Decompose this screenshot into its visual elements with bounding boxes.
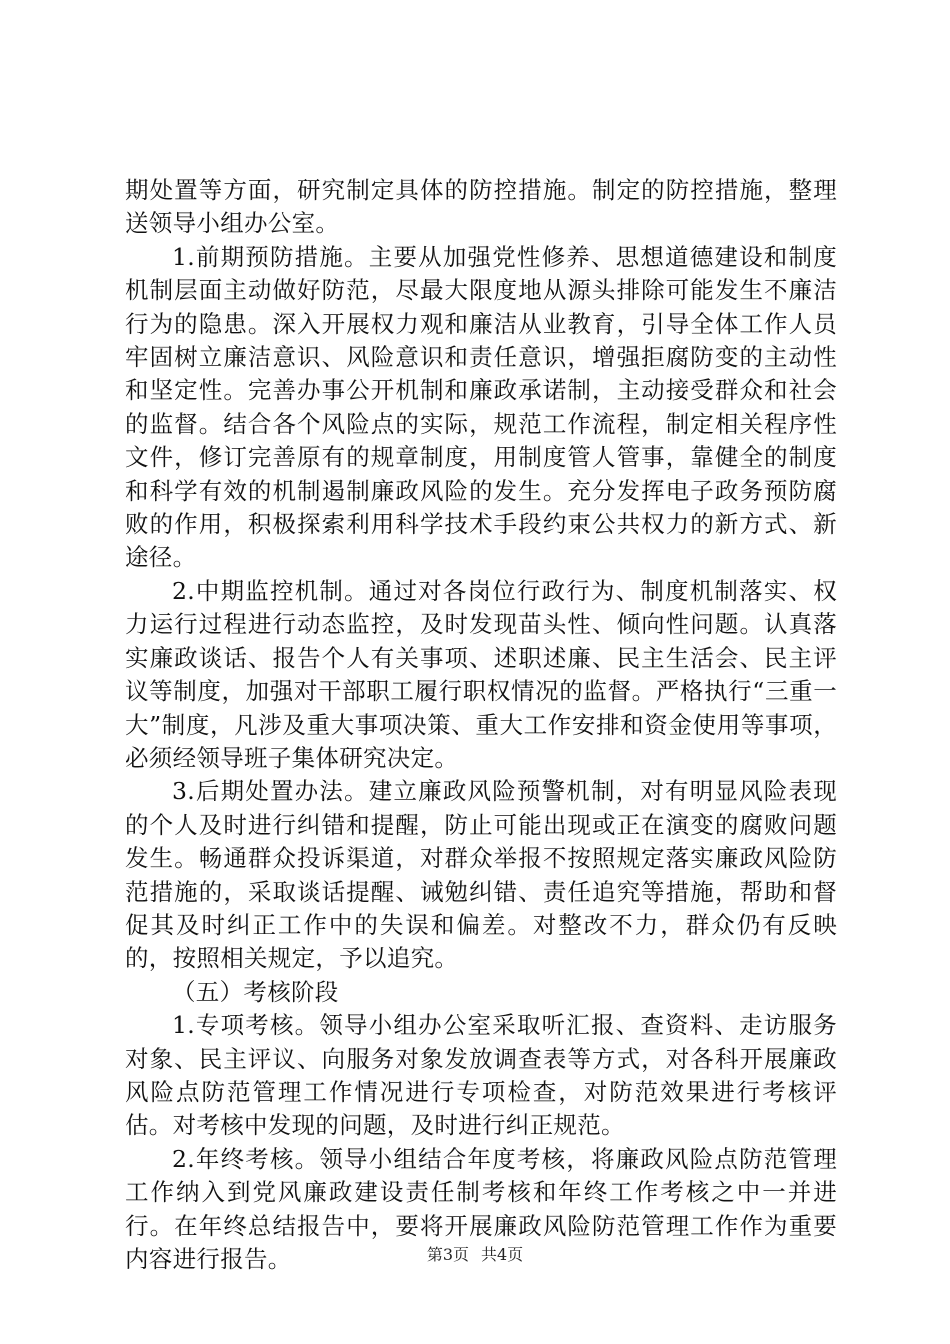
page-number: 第3页 xyxy=(426,1245,469,1264)
paragraph-early-prevention: 1.前期预防措施。主要从加强党性修养、思想道德建设和制度机制层面主动做好防范，尽最大限度地从源头排除可能发生不廉洁行为的隐患。深入开展权力观和廉洁从业教育，引导全体工作人员牢固树立廉洁意识、风险意识和责任意识，增强拒腐防变的主动性和坚定性。完善办事公开机制和廉政承诺制，主动接受群众和社会的监督。结合各个风险点的实际，规范工作流程，制定相关程序性文件，修订完善原有的规章制度，用制度管人管事，靠健全的制度和科学有效的机制遏制廉政风险的发生。充分发挥电子政务预防腐败的作用，积极探索利用科学技术手段约束公共权力的新方式、新途径。 xyxy=(125,242,837,572)
paragraph-mid-monitoring: 2.中期监控机制。通过对各岗位行政行为、制度机制落实、权力运行过程进行动态监控，及时发现苗头性、倾向性问题。认真落实廉政谈话、报告个人有关事项、述职述廉、民主生活会、民主评议等制度，加强对干部职工履行职权情况的监督。严格执行“三重一大”制度，凡涉及重大事项决策、重大工作安排和资金使用等事项，必须经领导班子集体研究决定。 xyxy=(125,576,837,772)
paragraph-continuation: 期处置等方面，研究制定具体的防控措施。制定的防控措施，整理送领导小组办公室。 xyxy=(125,176,837,238)
paragraph-annual-assessment: 2.年终考核。领导小组结合年度考核，将廉政风险点防范管理工作纳入到党风廉政建设责任制考核和年终工作考核之中一并进行。在年终总结报告中，要将开展廉政风险防范管理工作作为重要内容进行报告。 xyxy=(125,1144,837,1273)
section-heading-assessment: （五）考核阶段 xyxy=(172,977,339,1006)
page-footer xyxy=(0,1245,950,1265)
paragraph-late-handling: 3.后期处置办法。建立廉政风险预警机制，对有明显风险表现的个人及时进行纠错和提醒，防止可能出现或正在演变的腐败问题发生。畅通群众投诉渠道，对群众举报不按照规定落实廉政风险防范措施的，采取谈话提醒、诫勉纠错、责任追究等措施，帮助和督促其及时纠正工作中的失误和偏差。对整改不力，群众仍有反映的，按照相关规定，予以追究。 xyxy=(125,777,837,973)
page-total: 共4页 xyxy=(481,1245,524,1264)
paragraph-special-assessment: 1.专项考核。领导小组办公室采取听汇报、查资料、走访服务对象、民主评议、向服务对象发放调查表等方式，对各科开展廉政风险点防范管理工作情况进行专项检查，对防范效果进行考核评估。对考核中发现的问题，及时进行纠正规范。 xyxy=(125,1011,837,1140)
document-body xyxy=(125,174,837,1276)
